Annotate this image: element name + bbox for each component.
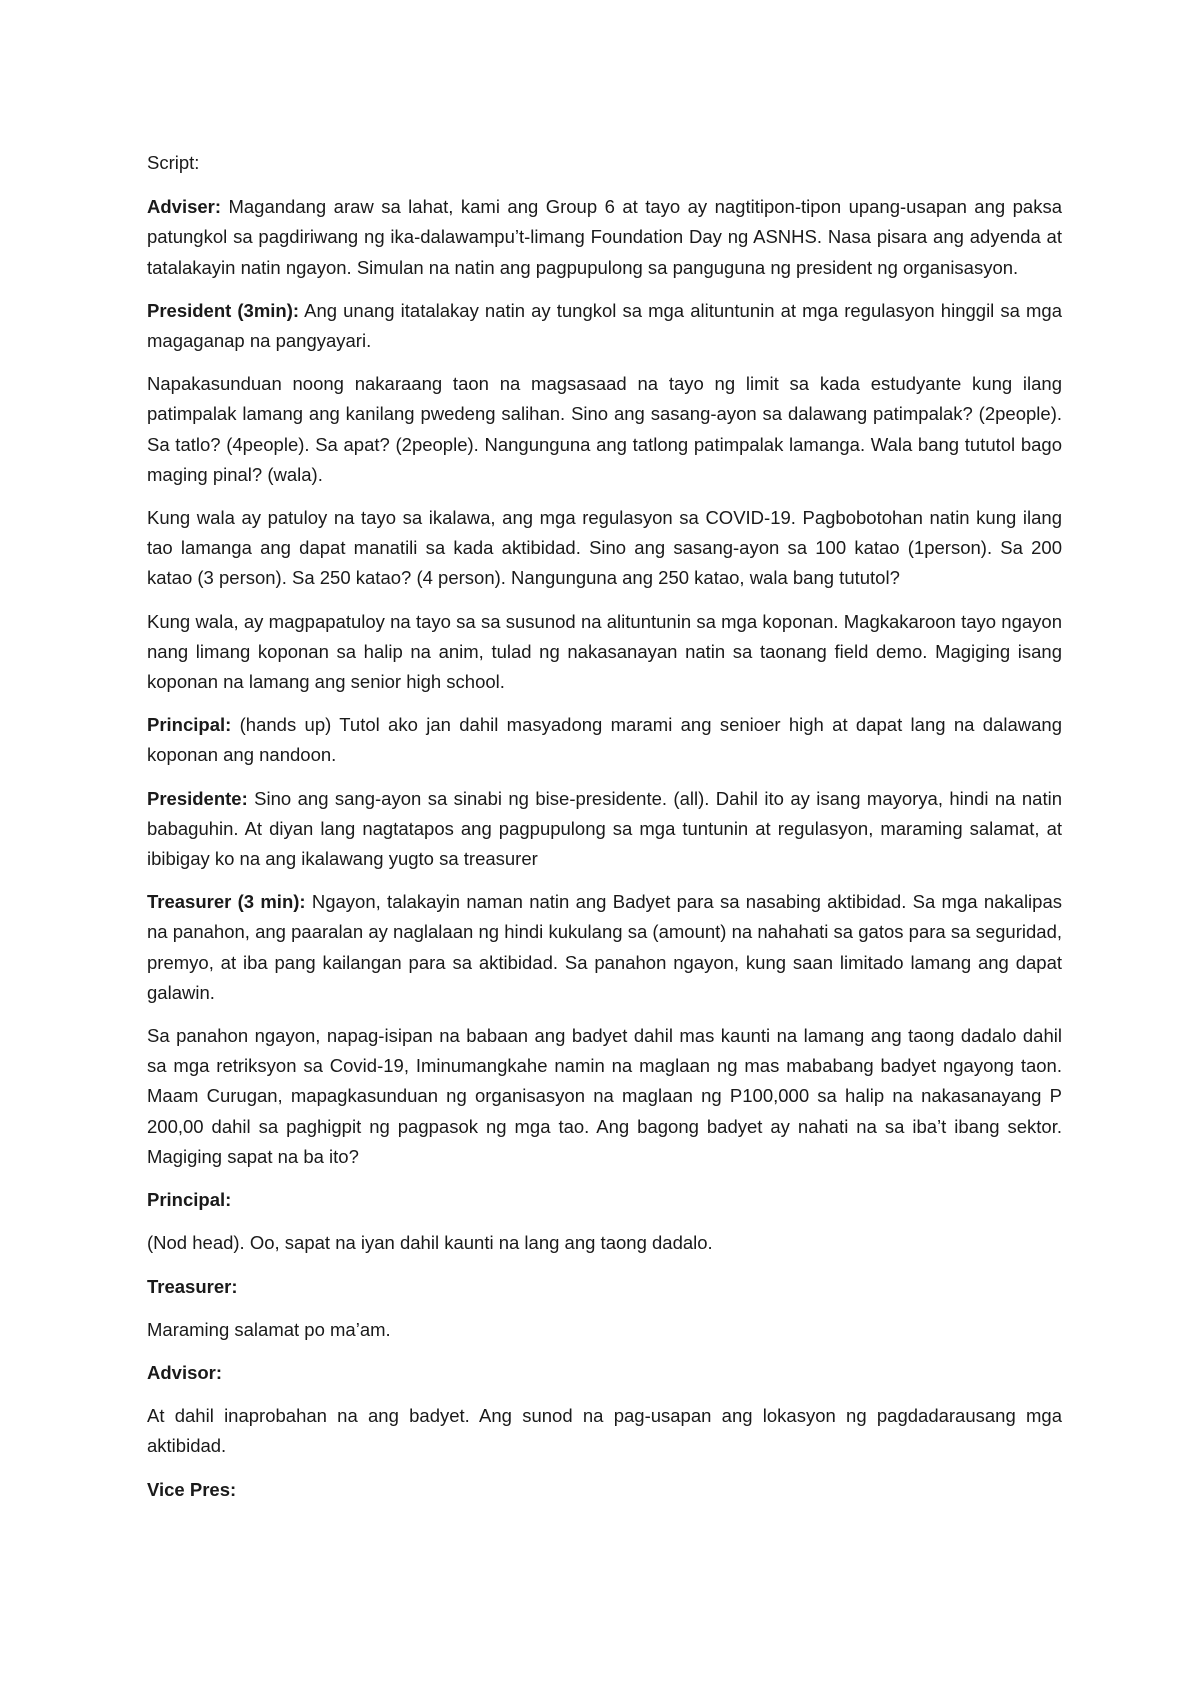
speaker-label: President (3min): xyxy=(147,299,300,321)
paragraph-text: (Nod head). Oo, sapat na iyan dahil kaunti na lang ang taong dadalo. xyxy=(147,1232,713,1254)
speaker-label: Vice Pres: xyxy=(147,1478,237,1500)
paragraph-text: Sa panahon ngayon, napag-isipan na babaan ang badyet dahil mas kaunti na lamang ang taong dadalo dahil sa mga retriksyon sa Covid-19, Iminumangkahe namin na maglaan ng mas mababang badyet ngayong taon. Maam Curugan, mapagkasunduan ng organisasyon na maglaan ng P100,000 sa halip na nakasanayang P 200,00 dahil sa paghigpit ng pagpasok ng mga tao. Ang bagong badyet ay nahati na sa iba’t ibang sektor. Magiging sapat na ba ito? xyxy=(147,1025,1062,1167)
paragraph-treasurer-thanks xyxy=(147,1315,1062,1345)
paragraph-text: Kung wala, ay magpapatuloy na tayo sa sa susunod na alituntunin sa mga koponan. Magkakaroon tayo ngayon nang limang koponan sa halip na anim, tulad ng nakasanayan natin sa taonang field demo. Magiging isang koponan na lamang ang senior high school. xyxy=(147,610,1062,693)
speaker-label: Adviser: xyxy=(147,196,222,218)
paragraph-advisor-label xyxy=(147,1358,1062,1388)
paragraph-budget-proposal xyxy=(147,1021,1062,1172)
speaker-label: Principal: xyxy=(147,1189,232,1211)
paragraph-presidente-vote xyxy=(147,784,1062,875)
paragraph-text: Ang unang itatalakay natin ay tungkol sa mga alituntunin at mga regulasyon hinggil sa mga magaganap na pangyayari. xyxy=(147,299,1062,352)
speaker-label: Presidente: xyxy=(147,787,248,809)
paragraph-contest-limit xyxy=(147,369,1062,490)
speaker-label: Advisor: xyxy=(147,1361,223,1383)
paragraph-text: Magandang araw sa lahat, kami ang Group 6 at tayo ay nagtitipon-tipon upang-usapan ang paksa patungkol sa pagdiriwang ng ika-dalawampu’t-limang Foundation Day ng ASNHS. Nasa pisara ang adyenda at tatalakayin natin ngayon. Simulan na natin ang pagpupulong sa panguguna ng president ng organisasyon. xyxy=(147,196,1062,278)
paragraph-teams xyxy=(147,607,1062,698)
paragraph-principal-reply xyxy=(147,1228,1062,1258)
document-page xyxy=(147,148,1062,1518)
script-heading: Script: xyxy=(147,152,200,173)
paragraph-principal-label xyxy=(147,1185,1062,1215)
paragraph-principal-objection xyxy=(147,710,1062,770)
speaker-label: Principal: xyxy=(147,714,232,736)
paragraph-covid-regulations xyxy=(147,503,1062,594)
paragraph-text: Kung wala ay patuloy na tayo sa ikalawa, ang mga regulasyon sa COVID-19. Pagbobotohan natin kung ilang tao lamanga ang dapat manatili sa kada aktibidad. Sino ang sasang-ayon sa 100 katao (1person). Sa 200 katao (3 person). Sa 250 katao? (4 person). Nangunguna ang 250 katao, wala bang tututol? xyxy=(147,507,1062,589)
paragraph-text: Ngayon, talakayin naman natin ang Badyet para sa nasabing aktibidad. Sa mga nakalipas na panahon, ang paaralan ay naglalaan ng hindi kukulang sa (amount) na nahahati sa gatos para sa seguridad, premyo, at iba pang kailangan para sa aktibidad. Sa panahon ngayon, kung saan limitado lamang ang dapat galawin. xyxy=(147,891,1062,1003)
paragraph-text: At dahil inaprobahan na ang badyet. Ang sunod na pag-usapan ang lokasyon ng pagdadarausang mga aktibidad. xyxy=(147,1405,1062,1457)
paragraph-treasurer-label xyxy=(147,1272,1062,1302)
paragraph-vice-pres-label xyxy=(147,1475,1062,1505)
paragraph-text: Sino ang sang-ayon sa sinabi ng bise-presidente. (all). Dahil ito ay isang mayorya, hindi na natin babaguhin. At diyan lang nagtatapos ang pagpupulong sa mga tuntunin at regulasyon, maraming salamat, at ibibigay ko na ang ikalawang yugto sa treasurer xyxy=(147,787,1062,870)
paragraph-advisor-location xyxy=(147,1401,1062,1461)
speaker-label: Treasurer: xyxy=(147,1275,238,1297)
paragraph-president-rules xyxy=(147,296,1062,356)
paragraph-adviser-intro xyxy=(147,192,1062,283)
speaker-label: Treasurer (3 min): xyxy=(147,891,306,913)
paragraph-text: (hands up) Tutol ako jan dahil masyadong marami ang senioer high at dapat lang na dalawang koponan ang nandoon. xyxy=(147,714,1062,766)
paragraph-text: Maraming salamat po ma’am. xyxy=(147,1318,391,1340)
paragraph-treasurer-budget xyxy=(147,887,1062,1008)
paragraph-text: Napakasunduan noong nakaraang taon na magsasaad na tayo ng limit sa kada estudyante kung ilang patimpalak lamang ang kanilang pwedeng salihan. Sino ang sasang-ayon sa dalawang patimpalak? (2people). Sa tatlo? (4people). Sa apat? (2people). Nangunguna ang tatlong patimpalak lamanga. Wala bang tututol bago maging pinal? (wala). xyxy=(147,373,1062,485)
